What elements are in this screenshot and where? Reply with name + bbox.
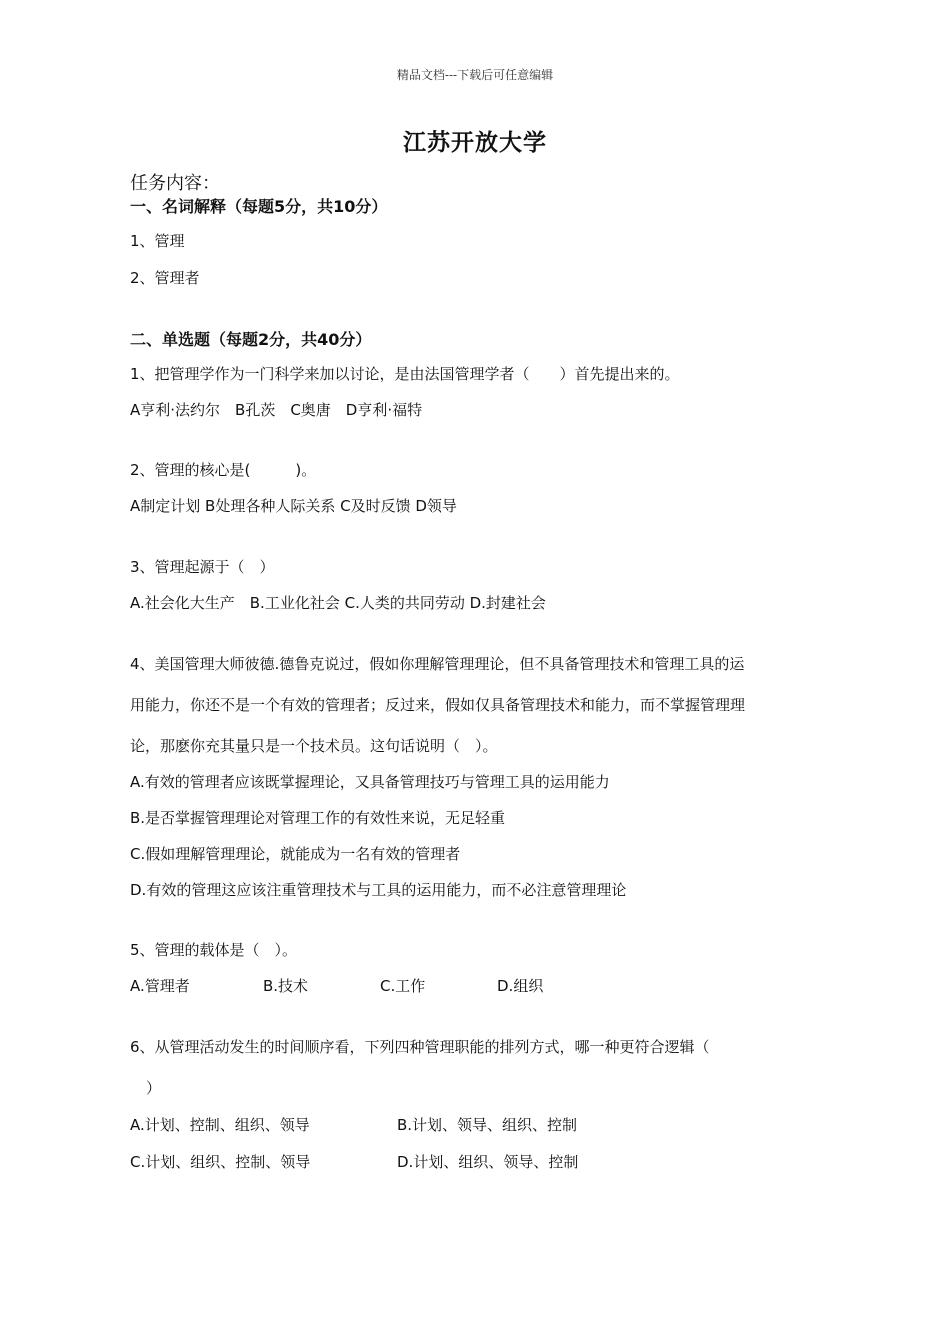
question-3: 3、管理起源于（ ） (130, 558, 275, 576)
question-6-option-d: D.计划、组织、领导、控制 (397, 1153, 579, 1171)
question-6-option-c: C.计划、组织、控制、领导 (130, 1153, 311, 1171)
question-3-options: A.社会化大生产 B.工业化社会 C.人类的共同劳动 D.封建社会 (130, 594, 546, 612)
question-4-line: 论，那麽你充其量只是一个技术员。这句话说明（ ）。 (130, 737, 498, 755)
question-4-option-d: D.有效的管理这应该注重管理技术与工具的运用能力，而不必注意管理理论 (130, 881, 627, 899)
question-6-line: 6、从管理活动发生的时间顺序看，下列四种管理职能的排列方式，哪一种更符合逻辑（ (130, 1038, 710, 1056)
question-6-option-b: B.计划、领导、组织、控制 (397, 1116, 578, 1134)
question-2: 2、管理的核心是( )。 (130, 461, 317, 479)
term-item: 1、管理 (130, 232, 185, 250)
page-header: 精品文档---下载后可任意编辑 (396, 68, 554, 82)
question-4-option-a: A.有效的管理者应该既掌握理论，又具备管理技巧与管理工具的运用能力 (130, 773, 610, 791)
term-item: 2、管理者 (130, 269, 200, 287)
task-label: 任务内容： (130, 173, 220, 194)
question-4-line: 用能力，你还不是一个有效的管理者；反过来，假如仅具备管理技术和能力，而不掌握管理理 (130, 696, 746, 714)
question-4-option-c: C.假如理解管理理论，就能成为一名有效的管理者 (130, 845, 461, 863)
section1-heading: 一、名词解释（每题5分，共10分） (130, 197, 388, 216)
question-4-option-b: B.是否掌握管理理论对管理工作的有效性来说，无足轻重 (130, 809, 506, 827)
question-2-options: A制定计划 B处理各种人际关系 C及时反馈 D领导 (130, 497, 457, 515)
question-5-option-c: C.工作 (380, 977, 426, 995)
question-6-option-a: A.计划、控制、组织、领导 (130, 1116, 310, 1134)
question-5-option-d: D.组织 (497, 977, 544, 995)
document-title: 江苏开放大学 (403, 130, 547, 156)
question-6-line: ） (146, 1079, 162, 1097)
question-5-option-b: B.技术 (263, 977, 309, 995)
question-4-line: 4、美国管理大师彼德.德鲁克说过，假如你理解管理理论，但不具备管理技术和管理工具的运 (130, 655, 745, 673)
section2-heading: 二、单选题（每题2分，共40分） (130, 330, 372, 349)
question-5: 5、管理的载体是（ ）。 (130, 941, 298, 959)
question-5-option-a: A.管理者 (130, 977, 190, 995)
question-1-options: A亨利·法约尔 B孔茨 C奥唐 D亨利·福特 (130, 401, 423, 419)
question-1: 1、把管理学作为一门科学来加以讨论，是由法国管理学者（ ）首先提出来的。 (130, 365, 680, 383)
